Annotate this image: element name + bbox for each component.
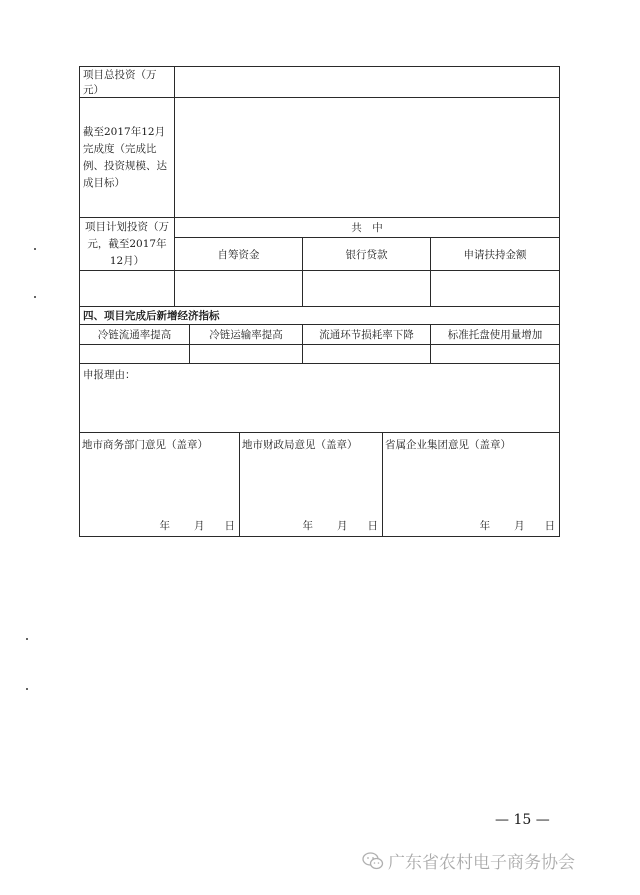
city-finance-date: 年 月 日 bbox=[302, 520, 378, 532]
scan-speck bbox=[34, 248, 36, 250]
cold-chain-transport-value[interactable] bbox=[190, 345, 303, 364]
city-commerce-opinion[interactable] bbox=[80, 433, 240, 537]
scan-speck bbox=[34, 296, 36, 298]
loss-rate-header: 流通环节损耗率下降 bbox=[303, 325, 431, 345]
city-commerce-opinion-title: 地市商务部门意见（盖章） bbox=[82, 439, 208, 451]
cold-chain-circulation-value[interactable] bbox=[80, 345, 190, 364]
subsidy-request-header: 申请扶持金额 bbox=[431, 238, 560, 271]
city-commerce-date: 年 月 日 bbox=[159, 520, 235, 532]
cold-chain-circulation-header: 冷链流通率提高 bbox=[80, 325, 190, 345]
loss-rate-value[interactable] bbox=[303, 345, 431, 364]
city-finance-opinion[interactable] bbox=[240, 433, 383, 537]
provincial-enterprise-opinion[interactable] bbox=[383, 433, 560, 537]
bank-loan-header: 银行贷款 bbox=[303, 238, 431, 271]
application-form-table bbox=[79, 66, 560, 537]
scan-speck bbox=[26, 688, 28, 690]
self-funding-header: 自筹资金 bbox=[175, 238, 303, 271]
city-finance-opinion-title: 地市财政局意见（盖章） bbox=[242, 439, 358, 451]
indicators-section-title: 四、项目完成后新增经济指标 bbox=[80, 307, 560, 325]
wechat-icon bbox=[362, 851, 384, 871]
scan-speck bbox=[26, 638, 28, 640]
total-investment-label: 项目总投资（万元） bbox=[80, 67, 175, 98]
cold-chain-transport-header: 冷链运输率提高 bbox=[190, 325, 303, 345]
planned-investment-value-blank bbox=[80, 271, 175, 307]
watermark-text: 广东省农村电子商务协会 bbox=[388, 853, 575, 873]
planned-investment-label: 项目计划投资（万元，截至2017年12月） bbox=[80, 218, 175, 271]
total-investment-value[interactable] bbox=[175, 67, 560, 98]
application-reason-label: 申报理由： bbox=[83, 369, 136, 381]
watermark bbox=[362, 848, 575, 873]
completion-progress-value[interactable] bbox=[175, 98, 560, 218]
provincial-enterprise-date: 年 月 日 bbox=[479, 520, 556, 532]
bank-loan-value[interactable] bbox=[303, 271, 431, 307]
pallet-usage-header: 标准托盘使用量增加 bbox=[431, 325, 560, 345]
page-number: — 15 — bbox=[495, 812, 550, 828]
pallet-usage-value[interactable] bbox=[431, 345, 560, 364]
self-funding-value[interactable] bbox=[175, 271, 303, 307]
provincial-enterprise-opinion-title: 省属企业集团意见（盖章） bbox=[385, 439, 511, 451]
completion-progress-label: 截至2017年12月完成度（完成比例、投资规模、达成目标） bbox=[80, 98, 175, 218]
application-reason-field[interactable] bbox=[80, 364, 560, 433]
subsidy-request-value[interactable] bbox=[431, 271, 560, 307]
of-which-header: 共 中 bbox=[175, 218, 560, 238]
